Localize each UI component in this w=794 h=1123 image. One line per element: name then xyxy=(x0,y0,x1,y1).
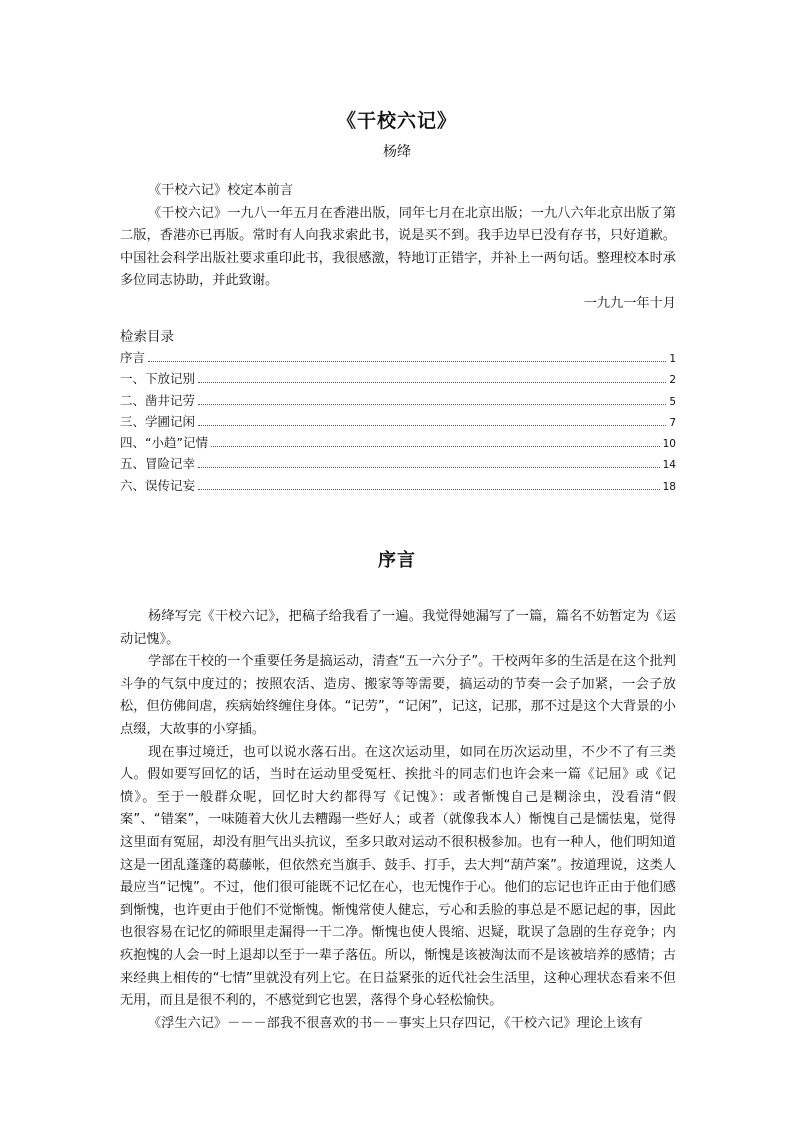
toc-leader-dots xyxy=(198,466,660,468)
preface-date: 一九九一年十月 xyxy=(583,295,676,311)
toc-entry-page: 2 xyxy=(669,374,676,387)
toc-entry-label: 六、误传记妄 xyxy=(120,477,196,493)
toc-entry-label: 五、冒险记幸 xyxy=(120,456,196,472)
toc-entry[interactable] xyxy=(120,454,676,475)
toc-entry[interactable] xyxy=(120,391,676,412)
toc-entry-label: 二、凿井记劳 xyxy=(120,392,196,408)
body-paragraph: 杨绛写完《干校六记》，把稿子给我看了一遍。我觉得她漏写了一篇，篇名不妨暂定为《运动记愧》。 xyxy=(120,609,676,647)
toc-entry[interactable] xyxy=(120,348,676,369)
toc-leader-dots xyxy=(198,381,666,383)
body-paragraph: 现在事过境迁，也可以说水落石出。在这次运动里，如同在历次运动里，不少不了有三类人。假如要写回忆的话，当时在运动里受冤枉、挨批斗的同志们也许会来一篇《记屈》或《记愤》。至于一般群众呢，回忆时大约都得写《记愧》：或者惭愧自己是糊涂虫，没看清“假案”、“错案”，一味随着大伙儿去糟蹋一些好人；或者（就像我本人）惭愧自己是懦怯鬼，觉得这里面有冤屈，却没有胆气出头抗议，至多只敢对运动不很积极参加。也有一种人，他们明知道这是一团乱蓬蓬的葛藤帐，但依然充当旗手、鼓手、打手，去大判“葫芦案”。按道理说，这类人最应当“记愧”。不过，他们很可能既不记忆在心，也无愧作于心。他们的忘记也许正由于他们感到惭愧，也许更由于他们不觉惭愧。惭愧常使人健忘，亏心和丢脸的事总是不愿记起的事，因此也很容易在记忆的筛眼里走漏得一干二净。惭愧也使人畏缩、迟疑，耽误了急剧的生存竞争；内疚抱愧的人会一时上退却以至于一辈子落伍。所以，惭愧是该被淘汰而不是该被培养的感情；古来经典上相传的“七情”里就没有列上它。在日益紧张的近代社会生活里，这种心理状态看来不但无用，而且是很不利的，不感觉到它也罢，落得个身心轻松愉快。 xyxy=(120,744,676,1009)
preface-note xyxy=(120,180,676,316)
toc-entry[interactable] xyxy=(120,369,676,390)
section-body xyxy=(120,606,676,1035)
toc-leader-dots xyxy=(198,403,666,405)
body-paragraph: 学部在干校的一个重要任务是搞运动，清查“五一六分子”。干校两年多的生活是在这个批判斗争的气氛中度过的；按照农活、造房、搬家等等需要，搞运动的节奏一会子加紧，一会子放松，但仿佛间虐，疾病始终缠住身体。“记劳”，“记闲”，记这，记那，那不过是这个大背景的小点缀，大故事的小穿插。 xyxy=(120,654,676,737)
document-author: 杨绛 xyxy=(383,144,411,160)
toc-heading: 检索目录 xyxy=(120,329,174,345)
toc-entry-page: 10 xyxy=(662,438,676,451)
toc-entry[interactable] xyxy=(120,433,676,454)
toc-entry-page: 1 xyxy=(669,353,676,365)
section-title: 序言 xyxy=(378,550,416,571)
toc-entry-label: 四、“小趋”记情 xyxy=(120,435,208,451)
toc-entry-label: 三、学圃记闲 xyxy=(120,413,196,429)
body-paragraph: 《浮生六记》－－－部我不很喜欢的书－－事实上只存四记，《干校六记》理论上该有 xyxy=(148,1015,643,1031)
toc-entry[interactable] xyxy=(120,476,676,497)
toc-entry-page: 18 xyxy=(662,480,676,493)
toc-entry-page: 7 xyxy=(669,416,676,429)
toc-entry-page: 14 xyxy=(662,459,676,472)
toc-leader-dots xyxy=(198,424,666,426)
toc-leader-dots xyxy=(198,488,660,490)
preface-heading: 《干校六记》校定本前言 xyxy=(148,183,294,198)
table-of-contents xyxy=(120,348,676,497)
toc-leader-dots xyxy=(211,445,660,447)
preface-text: 《干校六记》一九八一年五月在香港出版，同年七月在北京出版；一九八六年北京出版了第二版，香港亦已再版。常时有人向我求索此书，说是买不到。我手边早已没有存书，只好道歉。中国社会科学出版社要求重印此书，我很感激，特地订正错字，并补上一两句话。整理校本时承多位同志协助，并此致谢。 xyxy=(120,205,676,289)
toc-entry[interactable] xyxy=(120,412,676,433)
toc-entry-label: 序言 xyxy=(120,350,146,365)
toc-entry-label: 一、下放记别 xyxy=(120,371,196,387)
toc-entry-page: 5 xyxy=(669,395,676,408)
toc-leader-dots xyxy=(148,360,666,362)
document-title: 《干校六记》 xyxy=(336,110,457,132)
